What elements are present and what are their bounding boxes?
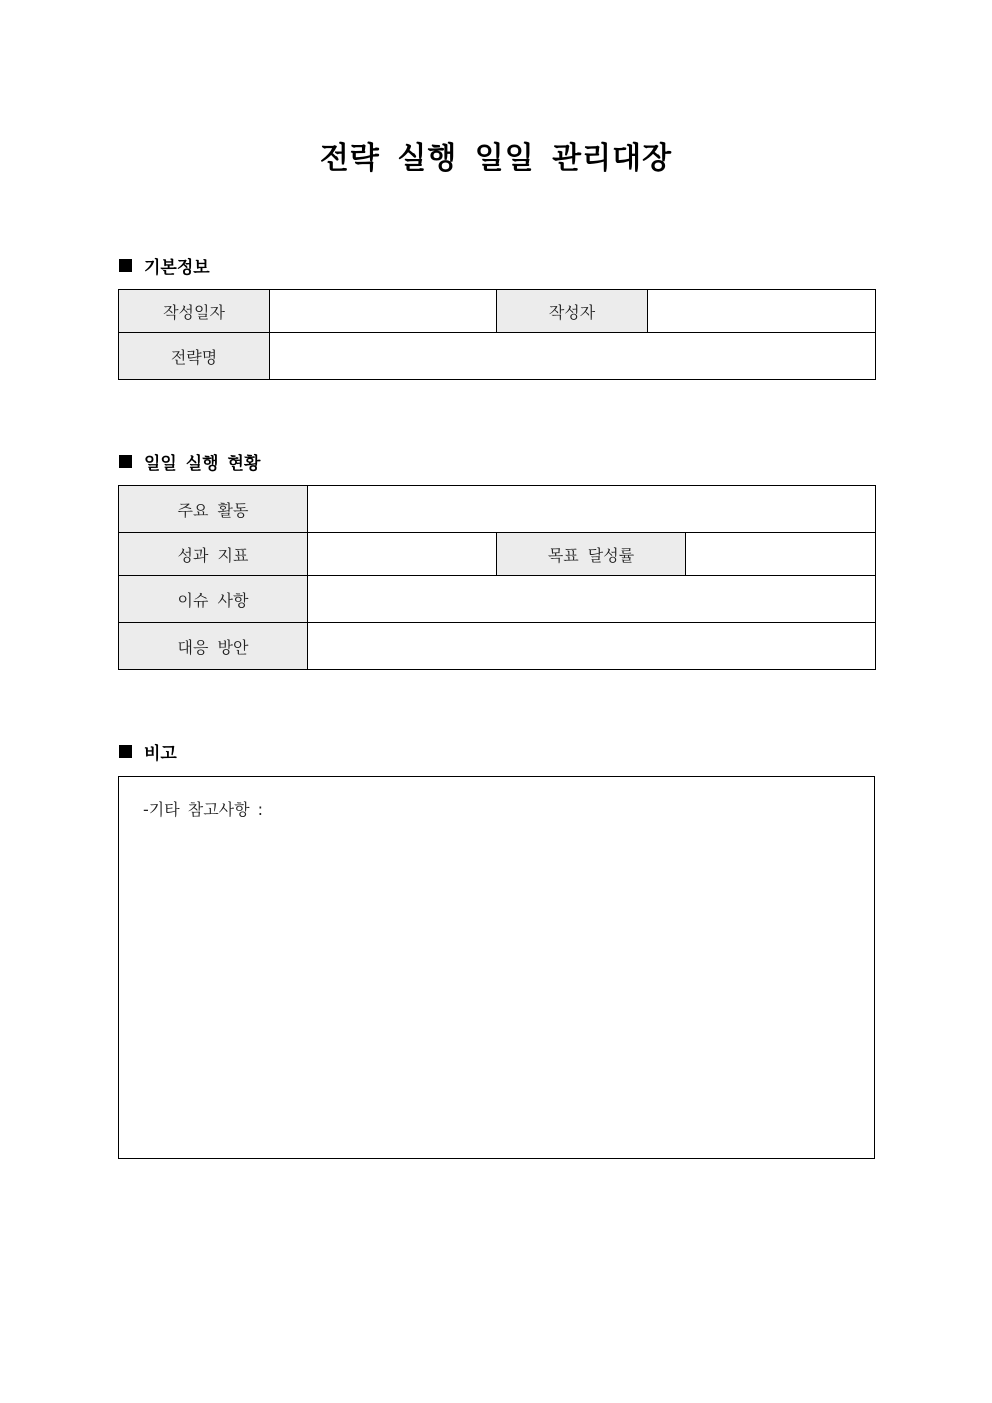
target-rate-field[interactable] — [686, 533, 876, 576]
remarks-heading — [119, 739, 177, 764]
strategy-field[interactable] — [270, 333, 876, 380]
daily-status-heading — [119, 449, 260, 474]
strategy-label: 전략명 — [119, 333, 270, 380]
kpi-label: 성과 지표 — [119, 533, 308, 576]
target-rate-label: 목표 달성률 — [497, 533, 686, 576]
issue-field[interactable] — [308, 576, 876, 623]
issue-label: 이슈 사항 — [119, 576, 308, 623]
response-field[interactable] — [308, 623, 876, 670]
kpi-field[interactable] — [308, 533, 497, 576]
response-label: 대응 방안 — [119, 623, 308, 670]
square-bullet-icon — [119, 259, 132, 272]
author-label: 작성자 — [497, 290, 648, 333]
remarks-note: -기타 참고사항 : — [143, 800, 264, 819]
basic-info-heading — [119, 253, 210, 278]
square-bullet-icon — [119, 745, 132, 758]
basic-info-heading-text: 기본정보 — [144, 258, 210, 278]
basic-info-table — [118, 289, 876, 380]
remarks-box[interactable] — [118, 776, 875, 1159]
author-field[interactable] — [648, 290, 876, 333]
page-title: 전략 실행 일일 관리대장 — [319, 141, 673, 176]
date-field[interactable] — [270, 290, 497, 333]
square-bullet-icon — [119, 455, 132, 468]
activity-label: 주요 활동 — [119, 486, 308, 533]
daily-status-table — [118, 485, 876, 670]
remarks-heading-text: 비고 — [144, 744, 177, 764]
daily-status-heading-text: 일일 실행 현황 — [144, 454, 261, 474]
date-label: 작성일자 — [119, 290, 270, 333]
activity-field[interactable] — [308, 486, 876, 533]
